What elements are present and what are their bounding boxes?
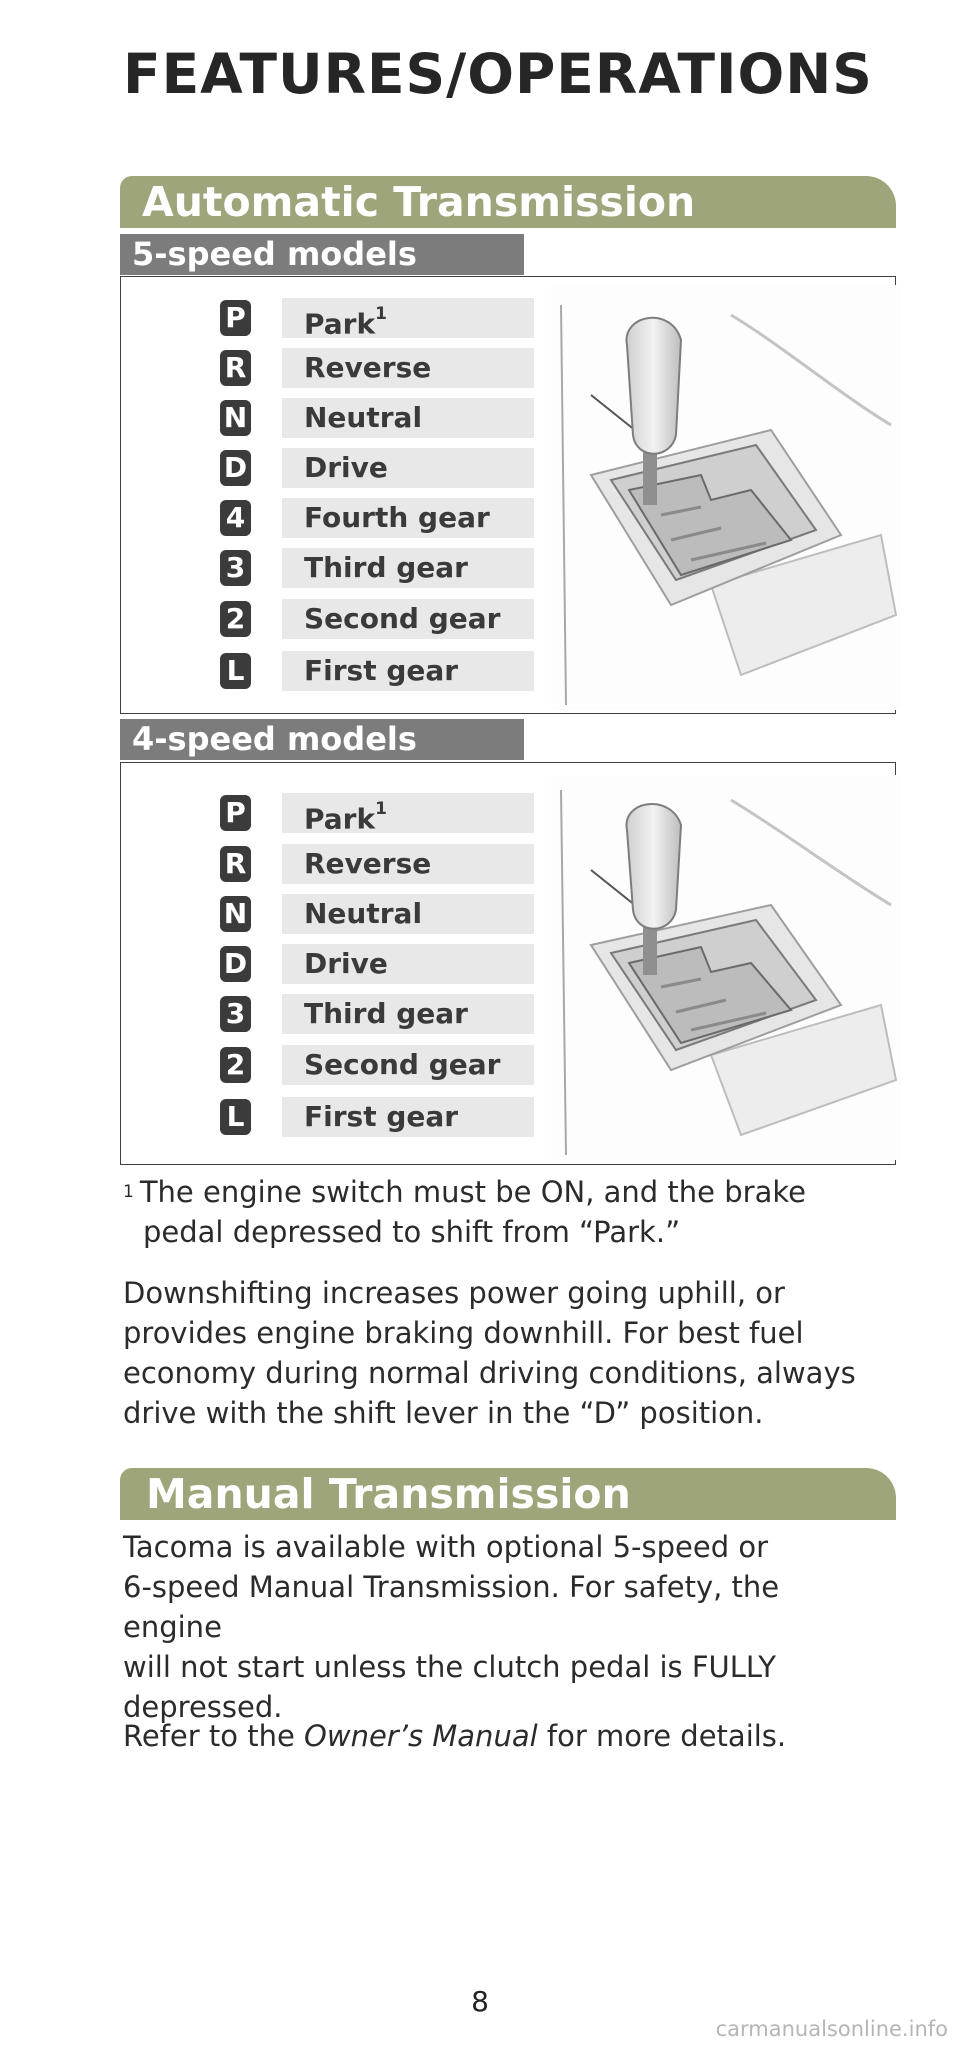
shift-lever-illustration [551,285,901,710]
gear-label-text: Park [304,307,376,341]
four-speed-heading: 4-speed models [120,719,524,760]
footnote-text: The engine switch must be ON, and the brake [139,1175,806,1209]
gear-row [220,1097,540,1137]
gear-badge: N [220,400,251,436]
gear-row [220,651,540,691]
gear-badge: 3 [220,996,251,1032]
automatic-transmission-heading: Automatic Transmission [120,176,896,228]
gear-label [282,793,534,836]
gear-row [220,298,540,341]
paragraph-line: drive with the shift lever in the “D” position. [123,1396,764,1430]
gear-row [220,894,540,934]
gear-label: Third gear [282,548,534,588]
gear-badge: D [220,450,251,486]
gear-badge: 3 [220,550,251,586]
gear-row [220,944,540,984]
gear-row [220,548,540,588]
gear-label: Reverse [282,348,534,388]
gear-label: Second gear [282,1045,534,1085]
gear-label: Third gear [282,994,534,1034]
gear-row [220,498,540,538]
shift-lever-illustration [551,775,901,1160]
footnote-mark: 1 [123,1182,134,1202]
paragraph-line: economy during normal driving conditions, always [123,1356,856,1390]
gear-label [282,298,534,341]
gear-label: Reverse [282,844,534,884]
gear-row [220,1045,540,1085]
gear-badge: P [220,300,251,336]
paragraph-line: will not start unless the clutch pedal is FULLY [123,1650,776,1684]
paragraph-line: provides engine braking downhill. For best fuel [123,1316,804,1350]
gear-badge: L [220,653,251,689]
gear-row [220,398,540,438]
page-title: FEATURES/OPERATIONS [123,42,873,106]
downshift-paragraph [123,1273,883,1433]
footnote-line [123,1172,883,1212]
owners-manual-reference: Owner’s Manual [304,1719,538,1753]
footnote [123,1172,883,1252]
footnote-ref: 1 [375,304,387,324]
paragraph-line: Downshifting increases power going uphill, or [123,1276,785,1310]
gear-label: Neutral [282,398,534,438]
refer-prefix: Refer to the [123,1719,305,1753]
five-speed-heading: 5-speed models [120,234,524,275]
gear-badge: R [220,846,251,882]
paragraph-line: Tacoma is available with optional 5-speed or [123,1530,769,1564]
gear-badge: L [220,1099,251,1135]
gear-label: First gear [282,651,534,691]
gear-label: Neutral [282,894,534,934]
gear-badge: P [220,795,251,831]
gear-row [220,994,540,1034]
gear-badge: 4 [220,500,251,536]
gear-row [220,448,540,488]
watermark: carmanualsonline.info [715,2017,948,2041]
gear-label: Drive [282,944,534,984]
paragraph-line: 6-speed Manual Transmission. For safety, the engine [123,1570,780,1644]
manual-paragraph [123,1527,883,1727]
gear-badge: D [220,946,251,982]
gear-row [220,793,540,836]
gear-badge: 2 [220,601,251,637]
footnote-ref: 1 [375,799,387,819]
gear-badge: N [220,896,251,932]
gear-row [220,844,540,884]
gear-label-text: Park [304,802,376,836]
gear-badge: 2 [220,1047,251,1083]
gear-label: First gear [282,1097,534,1137]
page-number: 8 [471,1985,489,2018]
refer-suffix: for more details. [537,1719,787,1753]
gear-row [220,599,540,639]
gear-label: Second gear [282,599,534,639]
refer-paragraph [123,1716,883,1756]
paragraph-line: depressed. [123,1690,283,1724]
gear-label: Drive [282,448,534,488]
five-speed-gear-box [120,276,896,714]
footnote-line: pedal depressed to shift from “Park.” [143,1215,681,1249]
manual-transmission-heading: Manual Transmission [120,1468,896,1520]
gear-badge: R [220,350,251,386]
gear-label: Fourth gear [282,498,534,538]
four-speed-gear-box [120,762,896,1165]
gear-row [220,348,540,388]
